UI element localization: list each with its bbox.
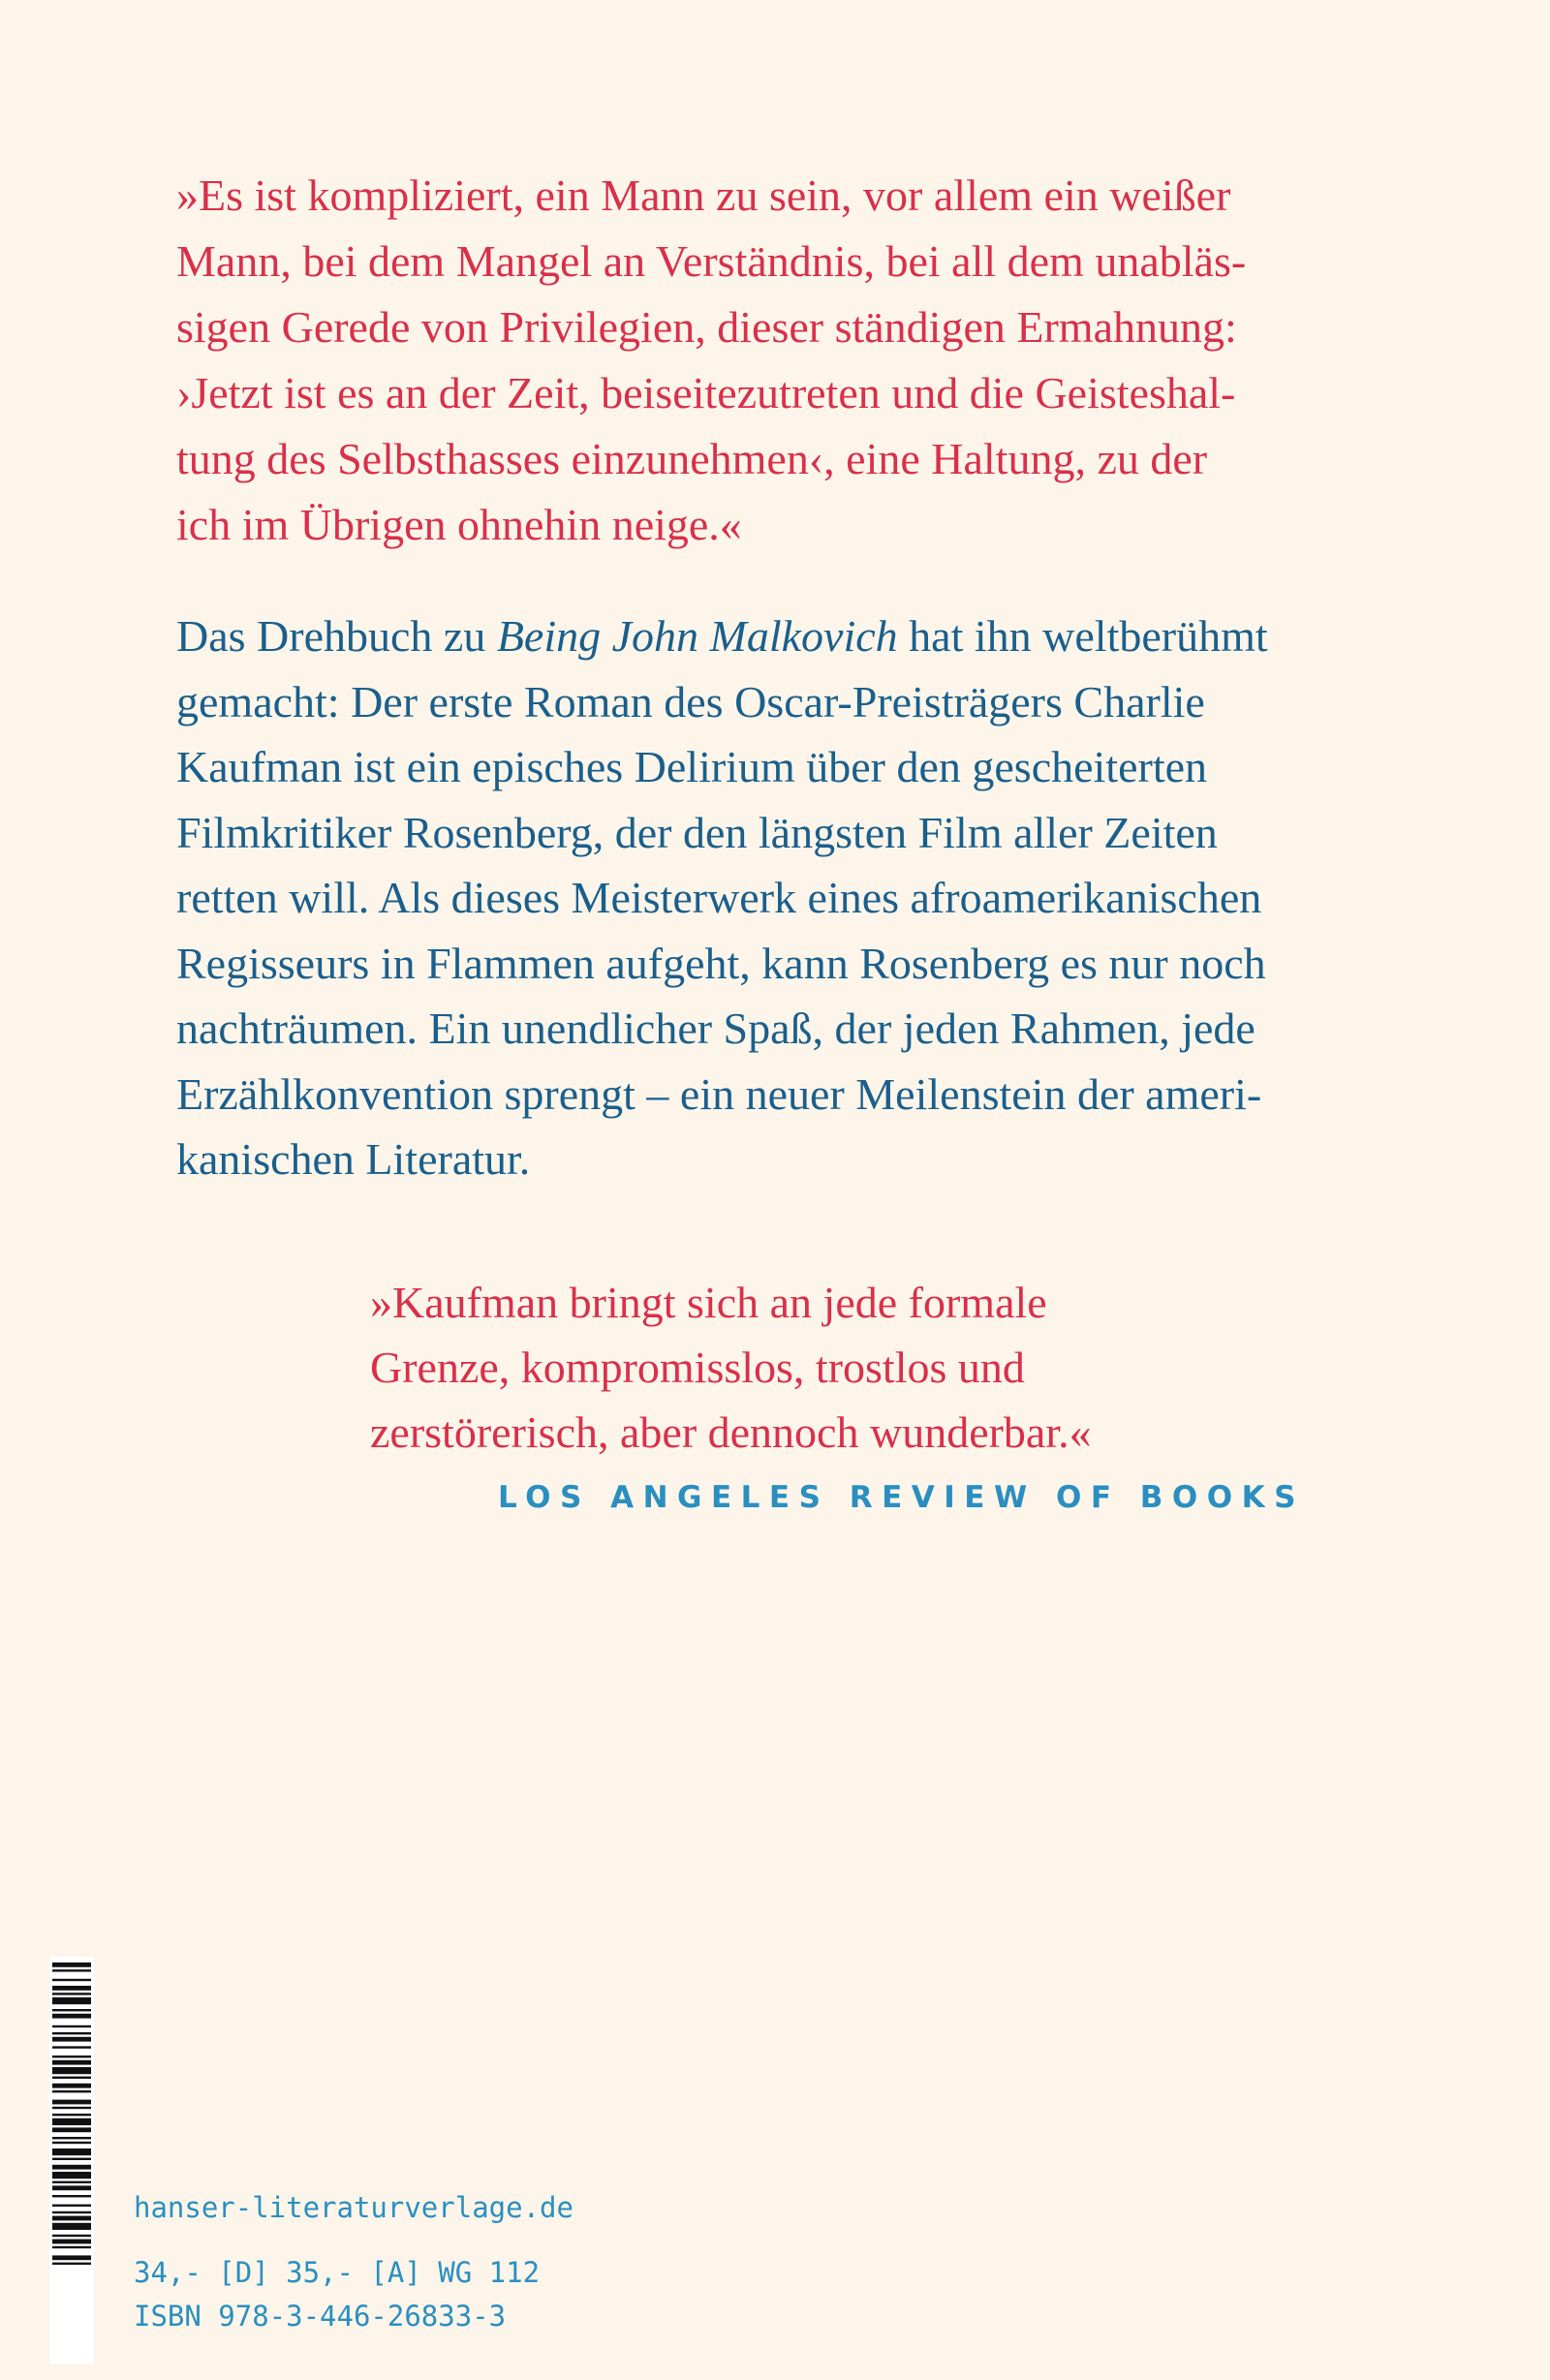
barcode-bar	[52, 2172, 91, 2179]
barcode-bar	[52, 2148, 91, 2155]
opening-quote-line: ›Jetzt ist es an der Zeit, beiseitezutreten und die Geisteshal-	[176, 368, 1236, 417]
description-line	[176, 603, 1387, 669]
barcode-bar	[52, 2084, 91, 2088]
barcode-bar	[52, 1979, 91, 1981]
barcode-bar	[52, 2060, 91, 2065]
barcode-bar	[52, 2137, 91, 2139]
barcode-bar	[52, 2100, 91, 2105]
description-line: retten will. Als dieses Meisterwerk eines afroamerikanischen	[176, 873, 1262, 922]
description-line: Kaufman ist ein episches Delirium über den gescheiterten	[176, 742, 1208, 791]
barcode-graphic	[49, 1957, 94, 2364]
barcode	[49, 1957, 94, 2364]
barcode-bar	[52, 2127, 91, 2132]
barcode-bar	[52, 1997, 91, 2004]
barcode-bar	[52, 2067, 91, 2074]
review-quote-line: Grenze, kompromisslos, trostlos und	[370, 1343, 1025, 1392]
barcode-bar	[52, 1993, 91, 1994]
barcode-bar	[52, 2216, 91, 2221]
description-line: gemacht: Der erste Roman des Oscar-Preisträgers Charlie	[176, 676, 1205, 726]
barcode-bar	[52, 1969, 91, 1971]
barcode-bar	[52, 2185, 91, 2190]
publisher-website[interactable]: hanser-literaturverlage.de	[134, 2191, 574, 2224]
opening-quote	[176, 163, 1387, 558]
barcode-bar	[52, 2037, 91, 2042]
description-line: Erzählkonvention sprengt – ein neuer Meilenstein der ameri-	[176, 1068, 1262, 1119]
barcode-bar	[52, 2077, 91, 2079]
opening-quote-line: ich im Übrigen ohnehin neige.«	[176, 500, 742, 549]
description-line: kanischen Literatur.	[176, 1134, 531, 1184]
description-text: Das Drehbuch zu	[176, 611, 497, 661]
opening-quote-line: Mann, bei dem Mangel an Verständnis, bei all dem unabläs-	[176, 236, 1247, 286]
opening-quote-line: tung des Selbsthasses einzunehmen‹, eine Haltung, zu der	[176, 434, 1208, 483]
barcode-bar	[52, 2090, 91, 2092]
barcode-bar	[52, 2223, 91, 2230]
barcode-bar	[52, 2240, 91, 2244]
review-quote-line: zerstörerisch, aber dennoch wunderbar.«	[370, 1407, 1092, 1457]
opening-quote-line: »Es ist kompliziert, ein Mann zu sein, vor allem ein weißer	[176, 170, 1231, 220]
book-description	[176, 603, 1387, 1192]
barcode-bar	[52, 2255, 91, 2260]
barcode-bar	[52, 2165, 91, 2170]
barcode-bar	[52, 1986, 91, 1991]
review-quote-line: »Kaufman bringt sich an jede formale	[370, 1278, 1047, 1327]
barcode-bar	[52, 2263, 91, 2265]
description-text: hat ihn weltberühmt	[897, 611, 1268, 661]
barcode-bar	[52, 2032, 91, 2034]
film-title: Being John Malkovich	[496, 611, 898, 661]
barcode-bar	[52, 2107, 91, 2109]
description-line: nachträumen. Ein unendlicher Spaß, der jeden Rahmen, jede	[176, 1004, 1256, 1053]
isbn: ISBN 978-3-446-26833-3	[134, 2300, 507, 2333]
barcode-bar	[52, 2181, 91, 2183]
barcode-bar	[52, 2235, 91, 2237]
barcode-bar	[52, 2142, 91, 2144]
barcode-bar	[52, 2195, 91, 2197]
barcode-bar	[52, 2009, 91, 2011]
barcode-bar	[52, 2025, 91, 2027]
barcode-bar	[52, 2014, 91, 2019]
barcode-bar	[52, 2055, 91, 2057]
barcode-bar	[52, 2205, 91, 2207]
description-line: Regisseurs in Flammen aufgeht, kann Rosenberg es nur noch	[176, 938, 1266, 988]
barcode-bar	[52, 2118, 91, 2125]
price-info: 34,- [D] 35,- [A] WG 112	[134, 2256, 541, 2289]
barcode-bar	[52, 2246, 91, 2248]
description-line: Filmkritiker Rosenberg, der den längsten Film aller Zeiten	[176, 807, 1218, 857]
barcode-bar	[52, 2158, 91, 2160]
barcode-bar	[52, 2114, 91, 2116]
review-source: LOS ANGELES REVIEW OF BOOKS	[498, 1480, 1305, 1515]
barcode-bar	[52, 1963, 91, 1967]
barcode-bar	[52, 2211, 91, 2213]
barcode-bar	[52, 2046, 91, 2048]
opening-quote-line: sigen Gerede von Privilegien, dieser ständigen Ermahnung:	[176, 302, 1237, 352]
review-quote	[370, 1270, 1339, 1465]
